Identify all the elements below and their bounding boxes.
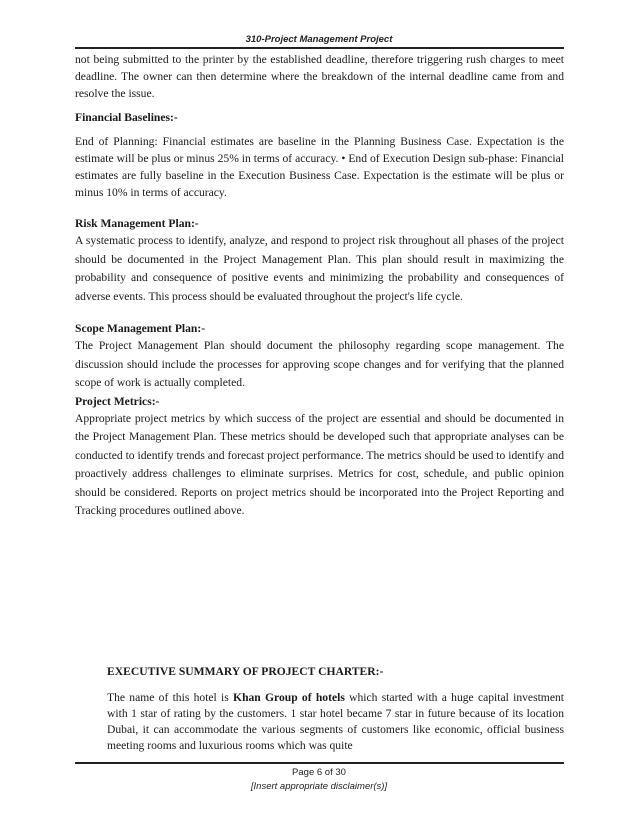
financial-baselines-heading: Financial Baselines:-	[75, 111, 178, 124]
executive-summary-text-start: The name of this hotel is	[107, 691, 234, 704]
hotel-name: Khan Group of hotels	[233, 691, 345, 704]
scope-management-paragraph: The Project Management Plan should document the philosophy regarding scope management. The discussion should include the processes for approving scope changes and for verifying that the planned scope of work is actually completed.	[75, 339, 564, 389]
intro-paragraph: not being submitted to the printer by the established deadline, therefore triggering rush charges to meet deadline. The owner can then determine where the breakdown of the internal deadline came from and resolve the issue.	[75, 53, 564, 100]
page-number: Page 6 of 30	[292, 767, 346, 778]
executive-summary-paragraph	[107, 690, 564, 754]
footer-divider	[75, 762, 564, 764]
header-divider	[75, 47, 564, 49]
financial-baselines-paragraph: End of Planning: Financial estimates are baseline in the Planning Business Case. Expectation is the estimate will be plus or minus 25% in terms of accuracy. • End of Execution Design sub-phase: Financial estimates are fully baseline in the Execution Business Case. Expectation is the estimate will be plus or minus 10% in terms of accuracy.	[75, 135, 564, 199]
project-metrics-paragraph: Appropriate project metrics by which success of the project are essential and should be documented in the Project Management Plan. These metrics should be developed such that appropriate analyses can be conducted to identify trends and forecast project performance. The metrics should be used to identify and proactively address challenges to eliminate surprises. Metrics for cost, schedule, and public opinion should be considered. Reports on project metrics should be incorporated into the Project Reporting and Tracking procedures outlined above.	[75, 411, 564, 517]
footer-disclaimer: [Insert appropriate disclaimer(s)]	[250, 781, 388, 792]
executive-summary	[107, 663, 564, 754]
executive-summary-text-end: which started with a huge capital investment with 1 star of rating by the customers. 1 star hotel became 7 star in future because of its location Dubai, it can accommodate the various segments of customers like economic, official business meeting rooms and luxurious rooms which was quite	[107, 691, 564, 752]
page-header-title: 310-Project Management Project	[245, 34, 393, 45]
document-body	[75, 51, 564, 521]
project-metrics-heading: Project Metrics:-	[75, 394, 160, 408]
scope-management-heading: Scope Management Plan:-	[75, 322, 206, 335]
risk-management-heading: Risk Management Plan:-	[75, 217, 199, 230]
executive-summary-heading: EXECUTIVE SUMMARY OF PROJECT CHARTER:-	[107, 665, 384, 678]
risk-management-paragraph: A systematic process to identify, analyze, and respond to project risk throughout all phases of the project should be documented in the Project Management Plan. This plan should result in maximizing the probability and consequence of positive events and minimizing the probability and consequences of adverse events. This process should be evaluated throughout the project's life cycle.	[75, 234, 564, 303]
